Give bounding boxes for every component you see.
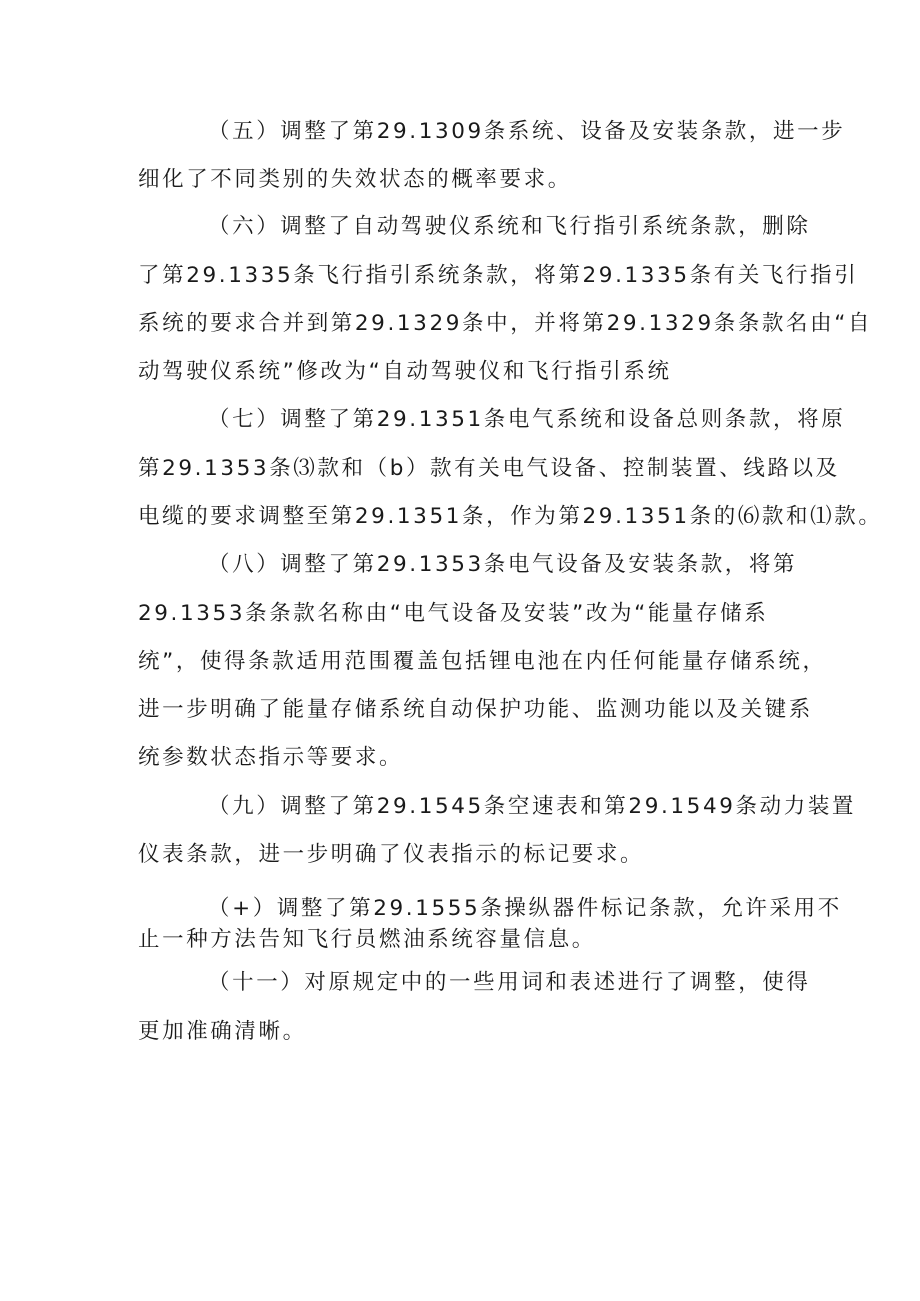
item-8-line-4: 进一步明确了能量存储系统自动保护功能、监测功能以及关键系 bbox=[138, 697, 813, 722]
item-5-line-1: （五）调整了第29.1309条系统、设备及安装条款，进一步 bbox=[208, 119, 846, 144]
item-6-line-4: 动驾驶仪系统”修改为“自动驾驶仪和飞行指引系统 bbox=[138, 359, 672, 384]
item-9-line-1: （九）调整了第29.1545条空速表和第29.1549条动力装置 bbox=[208, 794, 857, 819]
item-8-line-1: （八）调整了第29.1353条电气设备及安装条款，将第 bbox=[208, 552, 798, 577]
item-5-line-2: 细化了不同类别的失效状态的概率要求。 bbox=[138, 167, 572, 192]
item-11-line-1: （十一）对原规定中的一些用词和表述进行了调整，使得 bbox=[208, 970, 811, 995]
item-6-line-1: （六）调整了自动驾驶仪系统和飞行指引系统条款，删除 bbox=[208, 214, 811, 239]
item-8-line-5: 统参数状态指示等要求。 bbox=[138, 745, 404, 770]
item-7-line-2: 第29.1353条⑶款和（b）款有关电气设备、控制装置、线路以及 bbox=[138, 456, 840, 481]
item-8-line-2: 29.1353条条款名称由“电气设备及安装”改为“能量存储系 bbox=[138, 601, 769, 626]
item-10-line-2: 止一种方法告知飞行员燃油系统容量信息。 bbox=[138, 927, 596, 952]
item-10-line-1: （+）调整了第29.1555条操纵器件标记条款，允许采用不 bbox=[208, 896, 842, 921]
item-7-line-3: 电缆的要求调整至第29.1351条，作为第29.1351条的⑹款和⑴款。 bbox=[138, 504, 883, 529]
item-7-line-1: （七）调整了第29.1351条电气系统和设备总则条款，将原 bbox=[208, 407, 846, 432]
item-6-line-3: 系统的要求合并到第29.1329条中，并将第29.1329条条款名由“自 bbox=[138, 311, 873, 336]
item-8-line-3: 统”，使得条款适用范围覆盖包括锂电池在内任何能量存储系统， bbox=[138, 649, 827, 674]
item-6-line-2: 了第29.1335条飞行指引系统条款，将第29.1335条有关飞行指引 bbox=[138, 263, 859, 288]
item-9-line-2: 仪表条款，进一步明确了仪表指示的标记要求。 bbox=[138, 842, 645, 867]
item-11-line-2: 更加准确清晰。 bbox=[138, 1019, 307, 1044]
